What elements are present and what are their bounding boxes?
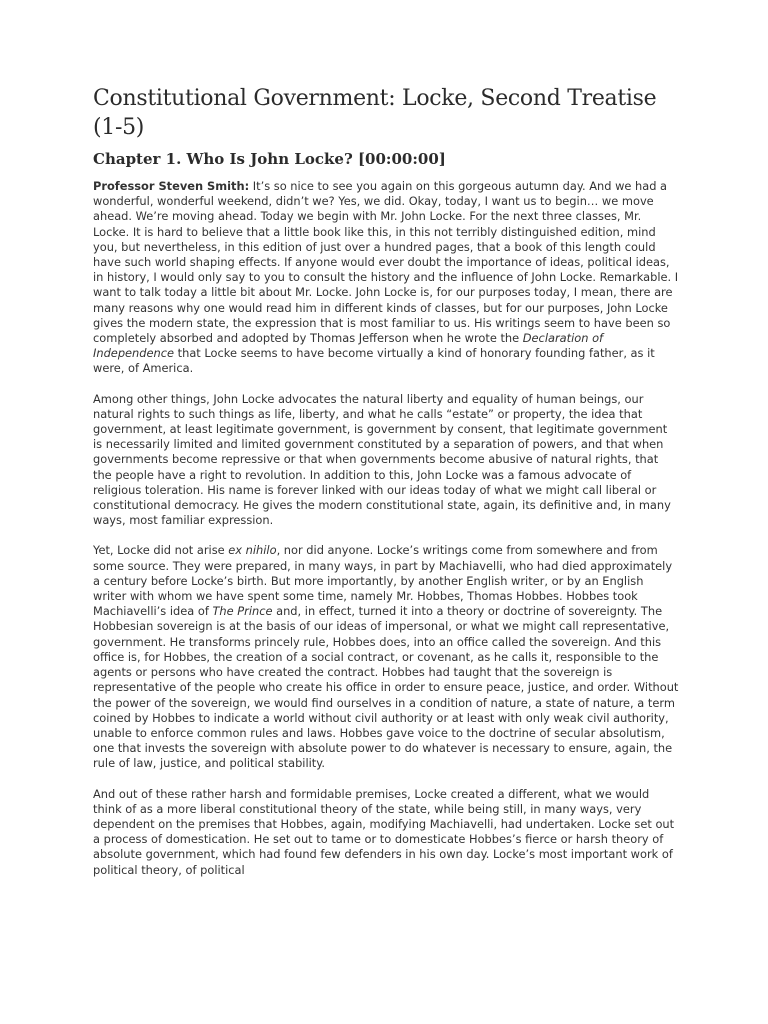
paragraph-text: Among other things, John Locke advocates the natural liberty and equality of human beings, our natural rights to such things as life, liberty, and what he calls “estate” or property, the idea that government, at least legitimate government, is government by consent, that legitimate government is necessarily limited and limited government constituted by a separation of powers, and that when governments become repressive or that when governments become abusive of natural rights, that the people have a right to revolution. In addition to this, John Locke was a famous advocate of religious toleration. His name is forever linked with our ideas today of what we might call liberal or constitutional democracy. He gives the modern constitutional state, again, its definitive and, in many ways, most familiar expression. [93, 391, 671, 528]
paragraph-text: It’s so nice to see you again on this gorgeous autumn day. And we had a wonderful, wonderful weekend, didn’t we? Yes, we did. Okay, today, I want us to begin… we move ahead. We’re moving ahead. Today we begin with Mr. John Locke. For the next three classes, Mr. Locke. It is hard to believe that a little book like this, in this not terribly distinguished edition, mind you, but nevertheless, in this edition of just over a hundred pages, that a book of this length could have such world shaping effects. If anyone would ever doubt the importance of ideas, political ideas, in history, I would only say to you to consult the history and the influence of John Locke. Remarkable. I want to talk today a little bit about Mr. Locke. John Locke is, for our purposes today, I mean, there are many reasons why one would read him in different kinds of classes, but for our purposes, John Locke gives the modern state, the expression that is most familiar to us. His writings seem to have been so completely absorbed and adopted by Thomas Jefferson when he wrote the [93, 179, 679, 346]
paragraph-2 [93, 392, 679, 529]
italic-title: The Prince [212, 604, 273, 619]
italic-phrase: ex nihilo [228, 543, 277, 558]
paragraph-text: Yet, Locke did not arise [93, 543, 229, 558]
speaker-label: Professor Steven Smith: [93, 179, 250, 193]
paragraph-text: that Locke seems to have become virtually a kind of honorary founding father, as it were, of America. [93, 346, 655, 376]
paragraph-text: , nor did anyone. Locke’s writings come from somewhere and from some source. They were prepared, in many ways, in part by Machiavelli, who had died approximately a century before Locke’s birth. But more importantly, by another English writer, or by an English writer with whom we have spent some time, namely Mr. Hobbes, Thomas Hobbes. Hobbes took Machiavelli’s idea of [93, 543, 673, 619]
paragraph-3 [93, 543, 679, 771]
paragraph-1 [93, 179, 679, 377]
document-page [93, 84, 679, 893]
paragraph-text: and, in effect, turned it into a theory or doctrine of sovereignty. The Hobbesian sovereign is at the basis of our ideas of impersonal, or what we might call representative, government. He transforms princely rule, Hobbes does, into an office called the sovereign. And this office is, for Hobbes, the creation of a social contract, or covenant, as he calls it, responsible to the agents or persons who have created the contract. Hobbes had taught that the sovereign is representative of the people who create his office in order to ensure peace, justice, and order. Without the power of the sovereign, we would find ourselves in a condition of nature, a state of nature, a term coined by Hobbes to indicate a world without civil authority or at least with only weak civil authority, unable to enforce common rules and laws. Hobbes gave voice to the doctrine of secular absolutism, one that invests the sovereign with absolute power to do whatever is necessary to ensure, again, the rule of law, justice, and political stability. [93, 604, 679, 771]
italic-title: Declaration of Independence [93, 331, 604, 361]
chapter-heading: Chapter 1. Who Is John Locke? [00:00:00] [93, 150, 446, 168]
paragraph-4 [93, 787, 679, 878]
paragraph-text: And out of these rather harsh and formidable premises, Locke created a different, what we would think of as a more liberal constitutional theory of the state, while being still, in many ways, very dependent on the premises that Hobbes, again, modifying Machiavelli, had undertaken. Locke set out a process of domestication. He set out to tame or to domesticate Hobbes’s fierce or harsh theory of absolute government, which had found few defenders in his own day. Locke’s most important work of political theory, of political [93, 786, 675, 877]
document-title: Constitutional Government: Locke, Second Treatise (1-5) [93, 86, 657, 140]
